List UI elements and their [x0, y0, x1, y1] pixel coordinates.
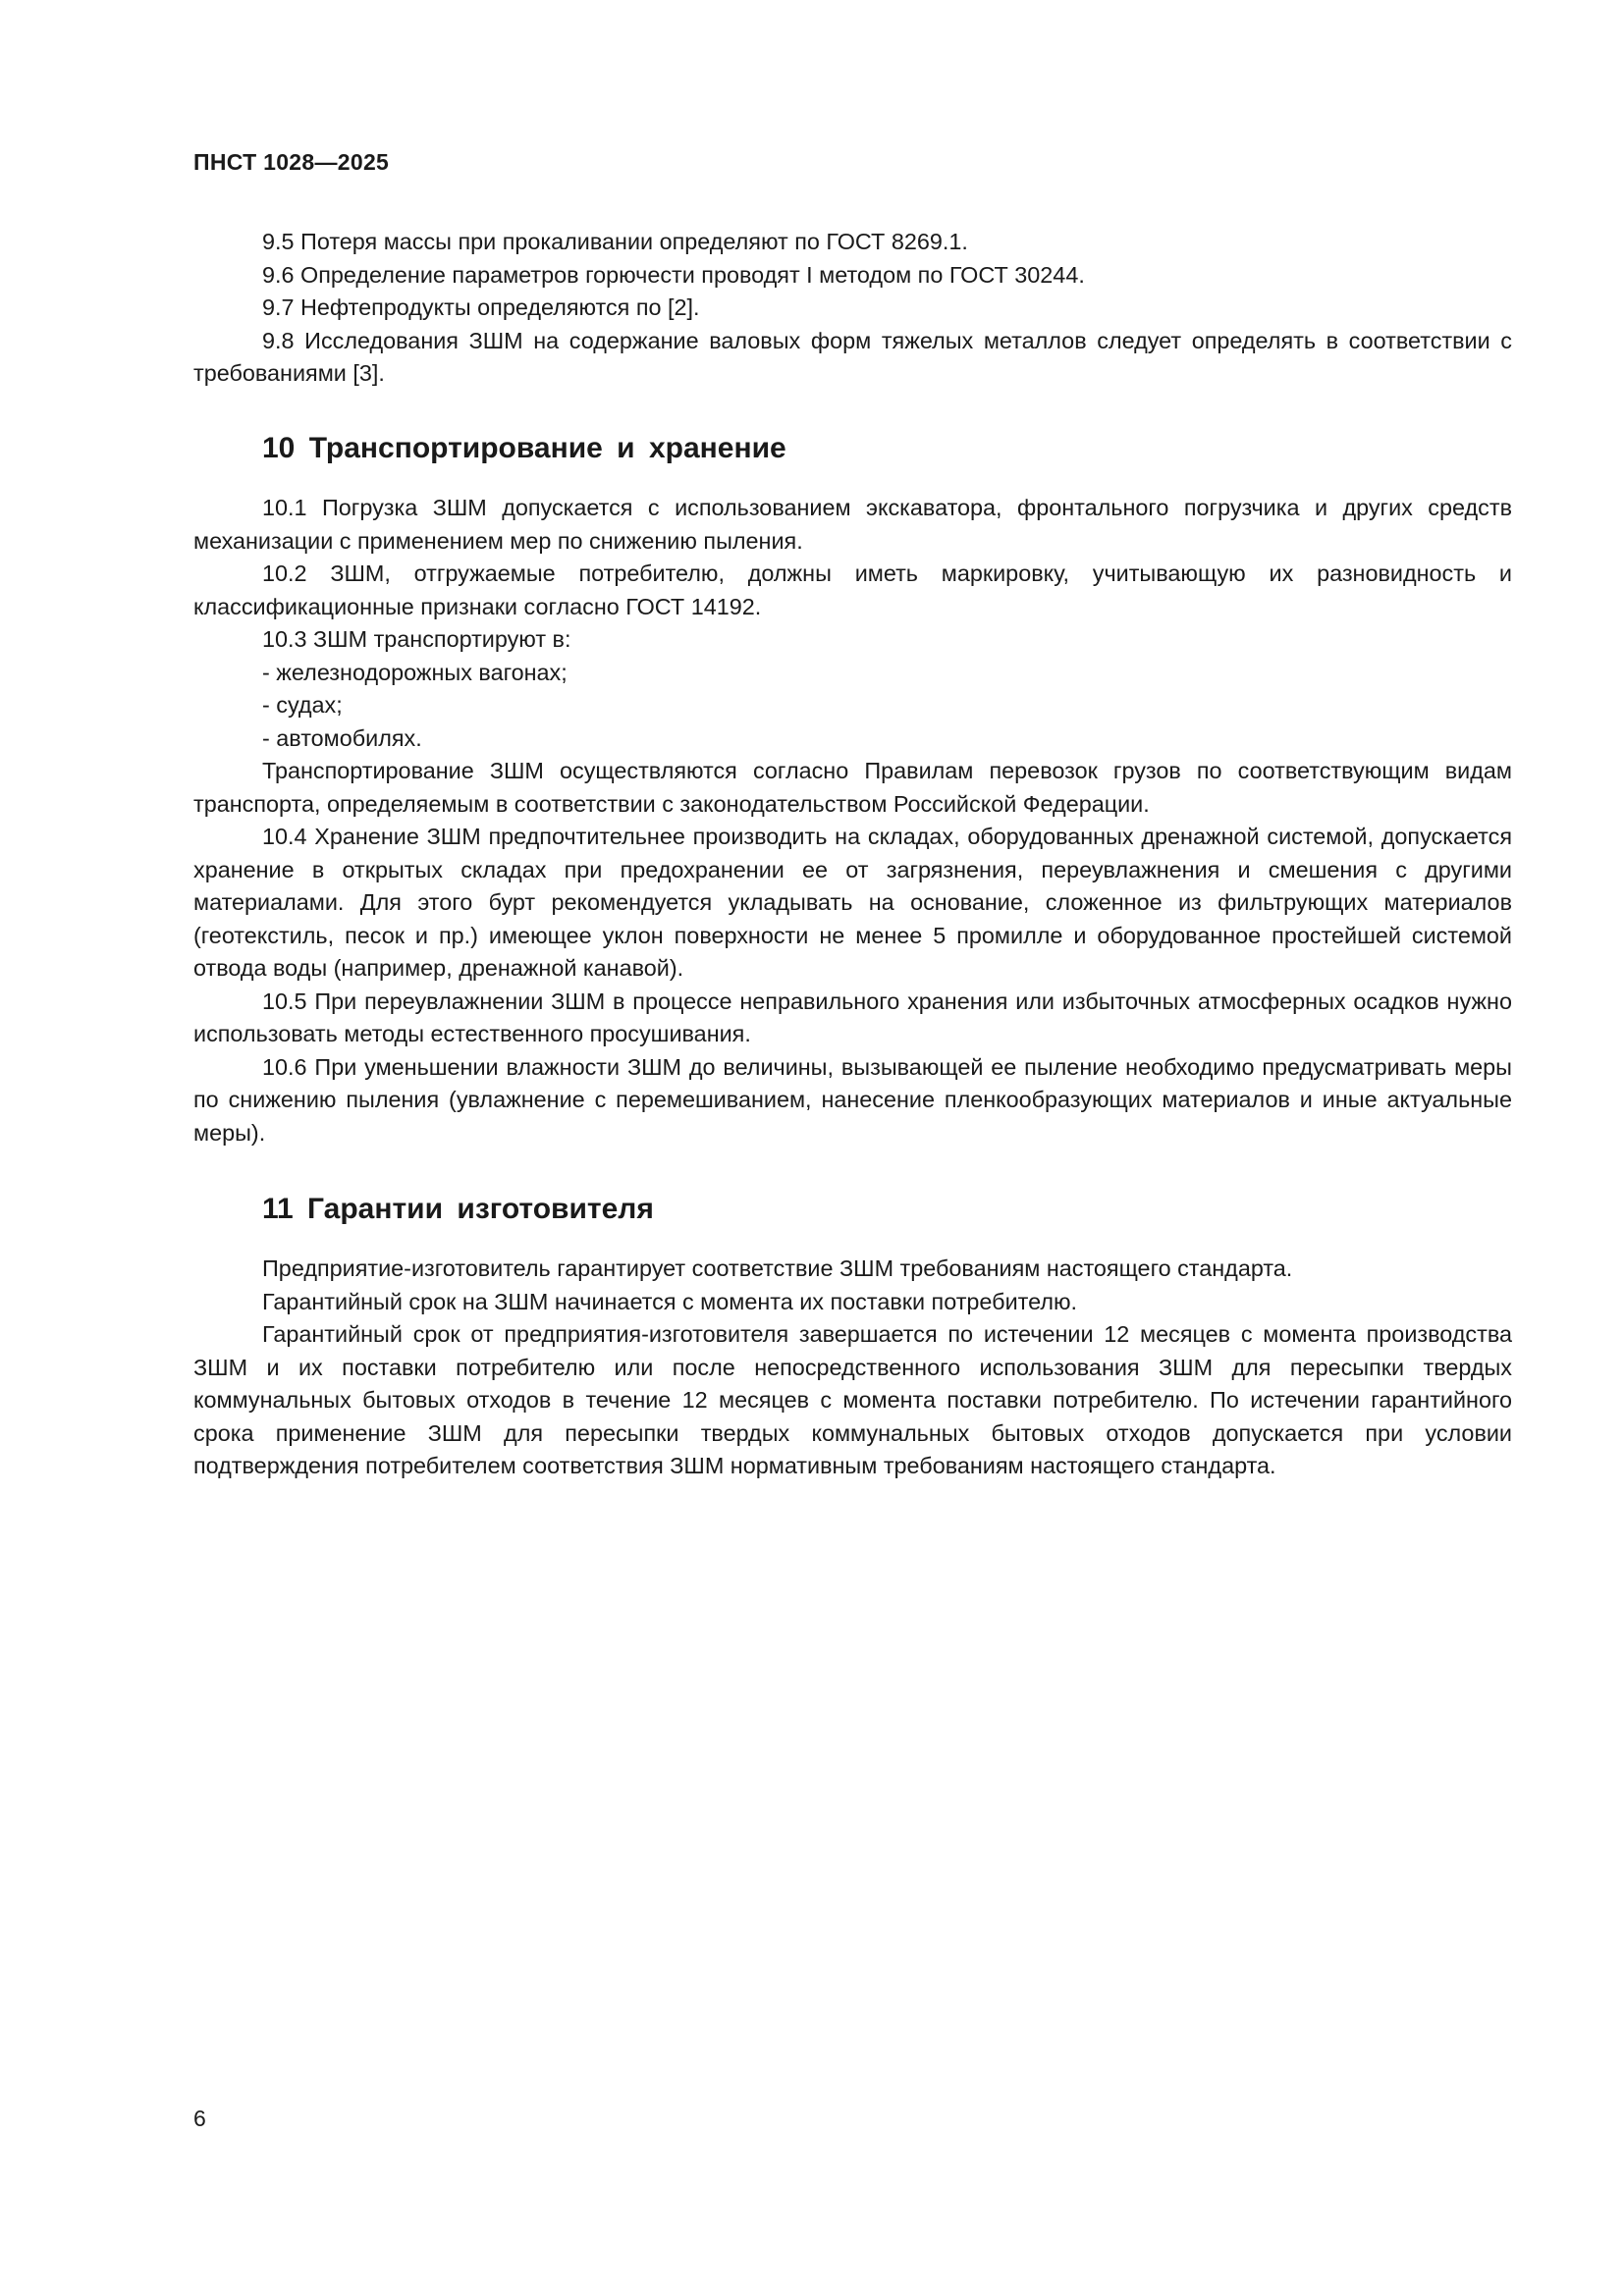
paragraph-11-1: Предприятие-изготовитель гарантирует соответствие ЗШМ требованиям настоящего стандарта. [262, 1255, 1293, 1281]
document-page [193, 0, 1512, 2296]
paragraph-10-4: 10.4 Хранение ЗШМ предпочтительнее производить на складах, оборудованных дренажной системой, допускается хранение в открытых складах при предохранении ее от загрязнения, переувлажнения и смешения с другими материалами. Для этого бурт рекомендуется укладывать на основание, сложенное из фильтрующих материалов (геотекстиль, песок и пр.) имеющее уклон поверхности не менее 5 промилле и оборудованное простейшей системой отвода воды (например, дренажной канавой). [193, 824, 1512, 981]
paragraph-9-6: 9.6 Определение параметров горючести проводят I методом по ГОСТ 30244. [262, 261, 1085, 288]
section-10-body [193, 492, 1512, 1149]
paragraph-10-6: 10.6 При уменьшении влажности ЗШМ до величины, вызывающей ее пыление необходимо предусматривать меры по снижению пыления (увлажнение с перемешиванием, нанесение пленкообразующих материалов и иные актуальные меры). [193, 1053, 1512, 1146]
paragraph-11-3: Гарантийный срок от предприятия-изготовителя завершается по истечении 12 месяцев с момента производства ЗШМ и их поставки потребителю или после непосредственного использования ЗШМ для пересыпки твердых коммунальных бытовых отходов в течение 12 месяцев с момента поставки потребителю. По истечении гарантийного срока применение ЗШМ для пересыпки твердых коммунальных бытовых отходов допускается при условии подтверждения потребителем соответствия ЗШМ нормативным требованиям настоящего стандарта. [193, 1321, 1512, 1478]
section-10-heading-block [193, 432, 1512, 465]
section-10-title: 10 Транспортирование и хранение [262, 432, 786, 464]
list-item: - автомобилях. [262, 724, 422, 751]
section-9-tail [193, 226, 1512, 391]
paragraph-9-8: 9.8 Исследования ЗШМ на содержание валовых форм тяжелых металлов следует определять в соответствии с требованиями [3]. [193, 327, 1512, 386]
paragraph-11-2: Гарантийный срок на ЗШМ начинается с момента их поставки потребителю. [262, 1288, 1078, 1314]
paragraph-10-3-continued: Транспортирование ЗШМ осуществляются согласно Правилам перевозок грузов по соответствующим видам транспорта, определяемым в соответствии с законодательством Российской Федерации. [193, 758, 1512, 817]
paragraph-10-5: 10.5 При переувлажнении ЗШМ в процессе неправильного хранения или избыточных атмосферных осадков нужно использовать методы естественного просушивания. [193, 988, 1512, 1046]
paragraph-9-7: 9.7 Нефтепродукты определяются по [2]. [262, 294, 700, 320]
section-11-title: 11 Гарантии изготовителя [262, 1193, 654, 1225]
list-item: - судах; [262, 692, 343, 718]
section-11-heading-block [193, 1193, 1512, 1226]
paragraph-9-5: 9.5 Потеря массы при прокаливании определяют по ГОСТ 8269.1. [262, 229, 968, 254]
paragraph-10-3: 10.3 ЗШМ транспортируют в: [262, 626, 571, 652]
list-item: - железнодорожных вагонах; [262, 659, 568, 685]
page-number: 6 [193, 2106, 206, 2131]
paragraph-10-2: 10.2 ЗШМ, отгружаемые потребителю, должны иметь маркировку, учитывающую их разновидность и классификационные признаки согласно ГОСТ 14192. [193, 561, 1512, 619]
document-code: ПНСТ 1028—2025 [193, 149, 390, 175]
paragraph-10-1: 10.1 Погрузка ЗШМ допускается с использованием экскаватора, фронтального погрузчика и других средств механизации с применением мер по снижению пыления. [193, 495, 1512, 554]
section-11-body [193, 1253, 1512, 1483]
